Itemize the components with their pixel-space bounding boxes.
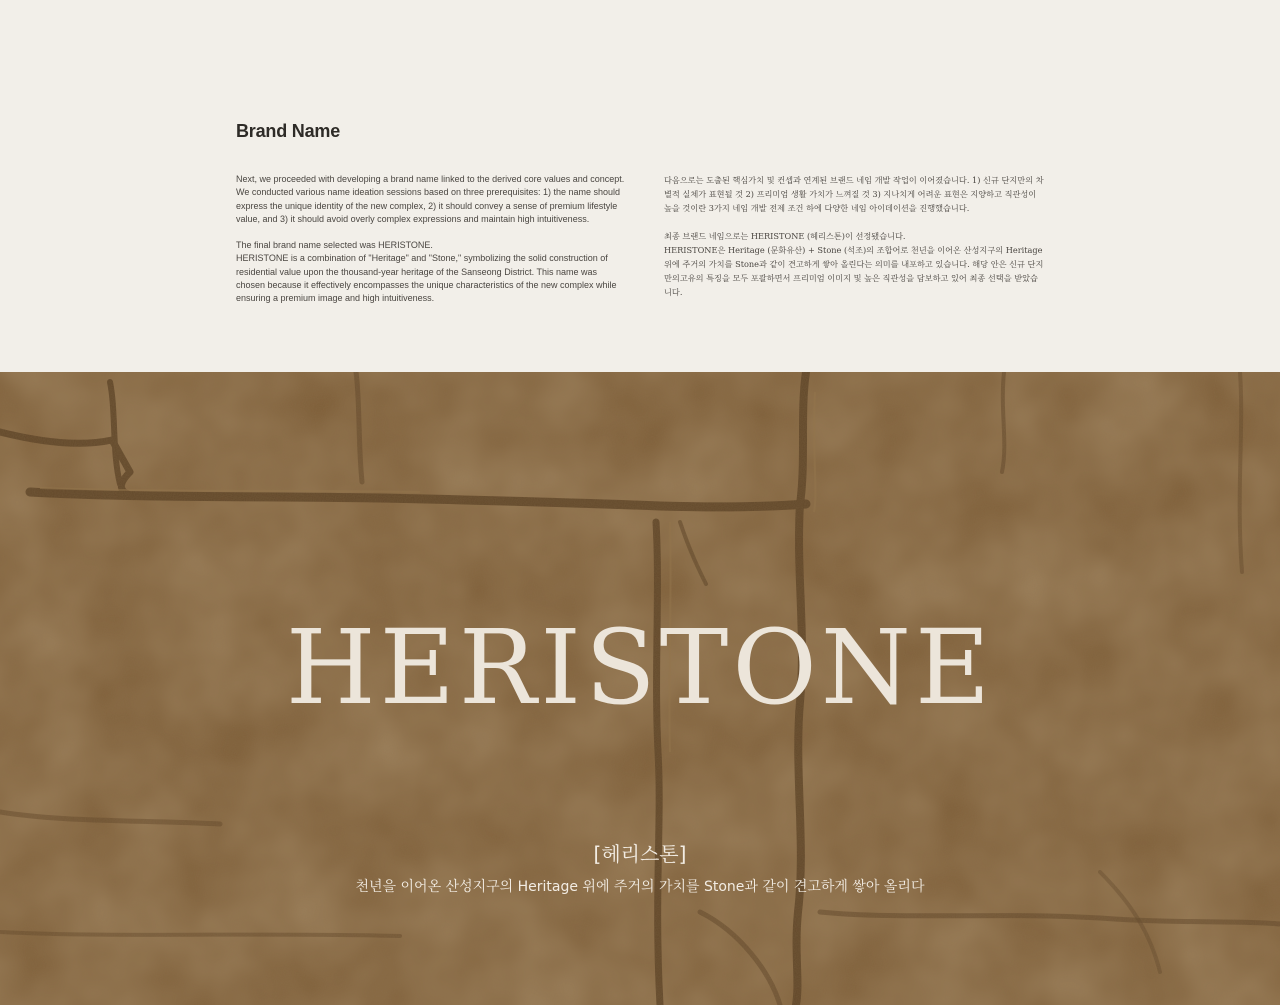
brand-tagline: 천년을 이어온 산성지구의 Heritage 위에 주거의 가치를 Stone과 같이 견고하게 쌓아 올리다 [355,879,925,895]
section-title: Brand Name [236,121,341,141]
heristone-wordmark: HERISTONE [285,608,995,728]
english-paragraph-prerequisites: Next, we proceeded with developing a brand name linked to the derived core values and concept. We conducted various name ideation sessions based on three prerequisites: 1) the name should express the unique identity of the new complex, 2) it should convey a sense of premium lifestyle value, and 3) it should avoid overly complex expressions and maintain high intuitiveness. [236,174,625,224]
english-name-meaning: HERISTONE is a combination of "Heritage" and "Stone," symbolizing the solid construction of residential value upon the thousand-year heritage of the Sanseong District. This name was chosen because it effectively encompasses the unique characteristics of the new complex while ensuring a premium image and high intuitiveness. [236,253,617,304]
english-final-selection: The final brand name selected was HERISTONE. [236,240,433,251]
korean-name-meaning: HERISTONE은 Heritage (문화유산) + Stone (석조)의 조합어로 천년을 이어온 산성지구의 Heritage 위에 주거의 가치를 Stone과 같이 견고하게 쌓아 올린다는 의미를 내포하고 있습니다. 해당 안은 신규 단지만의고유의 특징을 모두 포괄하면서 프리미엄 이미지 및 높은 직관성을 담보하고 있어 최종 선택을 받았습니다. [664,245,1044,297]
korean-description [664,173,1044,299]
heristone-hero [0,372,1280,1005]
korean-paragraph-prerequisites: 다음으로는 도출된 핵심가치 및 컨셉과 연계된 브랜드 네임 개발 작업이 이어졌습니다. 1) 신규 단지만의 차별적 실체가 표현될 것 2) 프리미엄 생활 가치가 느껴질 것 3) 지나치게 어려운 표현은 지양하고 직관성이 높을 것이란 3가지 네임 개발 전제 조건 하에 다양한 네임 아이데이션을 진행했습니다. [664,175,1044,213]
brand-name-intro-section [0,0,1280,372]
korean-final-selection: 최종 브랜드 네임으로는 HERISTONE (헤리스톤)이 선정됐습니다. [664,231,906,241]
english-description [236,173,626,306]
korean-brand-name: [헤리스톤] [593,842,687,866]
